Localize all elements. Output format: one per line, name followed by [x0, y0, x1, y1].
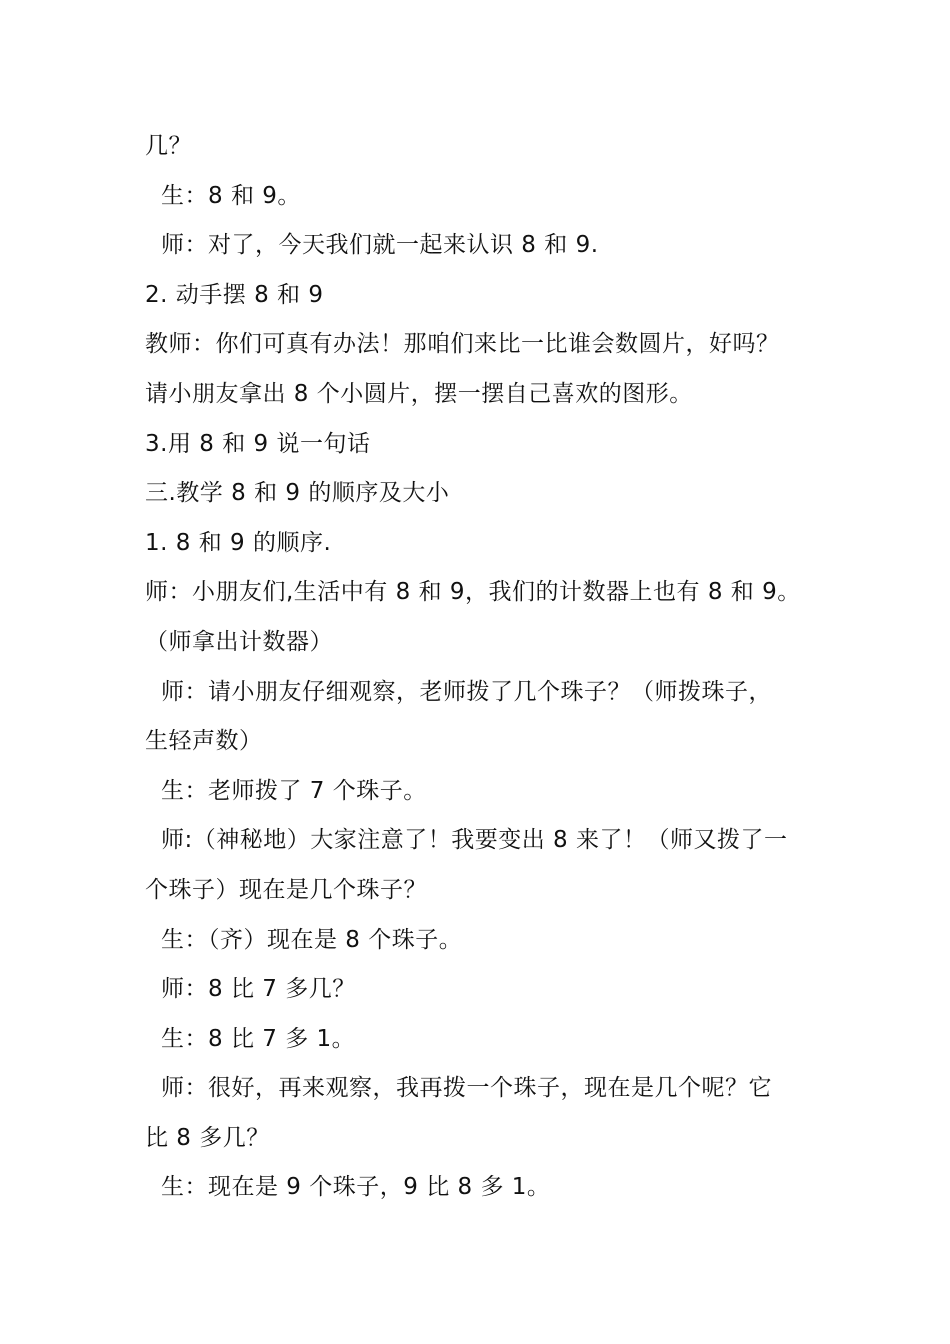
text-line: 几？	[145, 133, 192, 159]
text-line: 教师：你们可真有办法！那咱们来比一比谁会数圆片，好吗？	[145, 331, 780, 358]
text-line: 师：小朋友们,生活中有 8 和 9，我们的计数器上也有 8 和 9。	[145, 579, 801, 606]
text-line: 师：8 比 7 多几？	[161, 976, 356, 1003]
text-line: 生：8 比 7 多 1。	[161, 1025, 356, 1052]
text-line: 比 8 多几？	[145, 1124, 270, 1151]
section-heading: 三.教学 8 和 9 的顺序及大小	[145, 480, 450, 507]
text-line: 个珠子）现在是几个珠子？	[145, 876, 427, 903]
section-heading: 1. 8 和 9 的顺序.	[145, 529, 332, 556]
text-line: 生：8 和 9。	[161, 182, 301, 209]
text-line: 请小朋友拿出 8 个小圆片，摆一摆自己喜欢的图形。	[145, 380, 693, 407]
text-line: 生：现在是 9 个珠子，9 比 8 多 1。	[161, 1174, 551, 1201]
text-line: 生轻声数）	[145, 728, 263, 755]
document-body	[145, 122, 825, 1213]
text-line: 生：老师拨了 7 个珠子。	[161, 777, 427, 804]
section-heading: 2. 动手摆 8 和 9	[145, 281, 324, 308]
text-line: 生：（齐）现在是 8 个珠子。	[161, 926, 463, 953]
text-line: 师：对了，今天我们就一起来认识 8 和 9.	[161, 232, 599, 259]
text-line: （师拿出计数器）	[145, 628, 333, 655]
text-line: 师：请小朋友仔细观察，老师拨了几个珠子？（师拨珠子，	[161, 678, 772, 705]
text-line: 师：很好，再来观察，我再拨一个珠子，现在是几个呢？它	[161, 1075, 772, 1102]
section-heading: 3.用 8 和 9 说一句话	[145, 430, 371, 457]
text-line: 师:（神秘地）大家注意了！我要变出 8 来了！（师又拨了一	[161, 827, 788, 854]
